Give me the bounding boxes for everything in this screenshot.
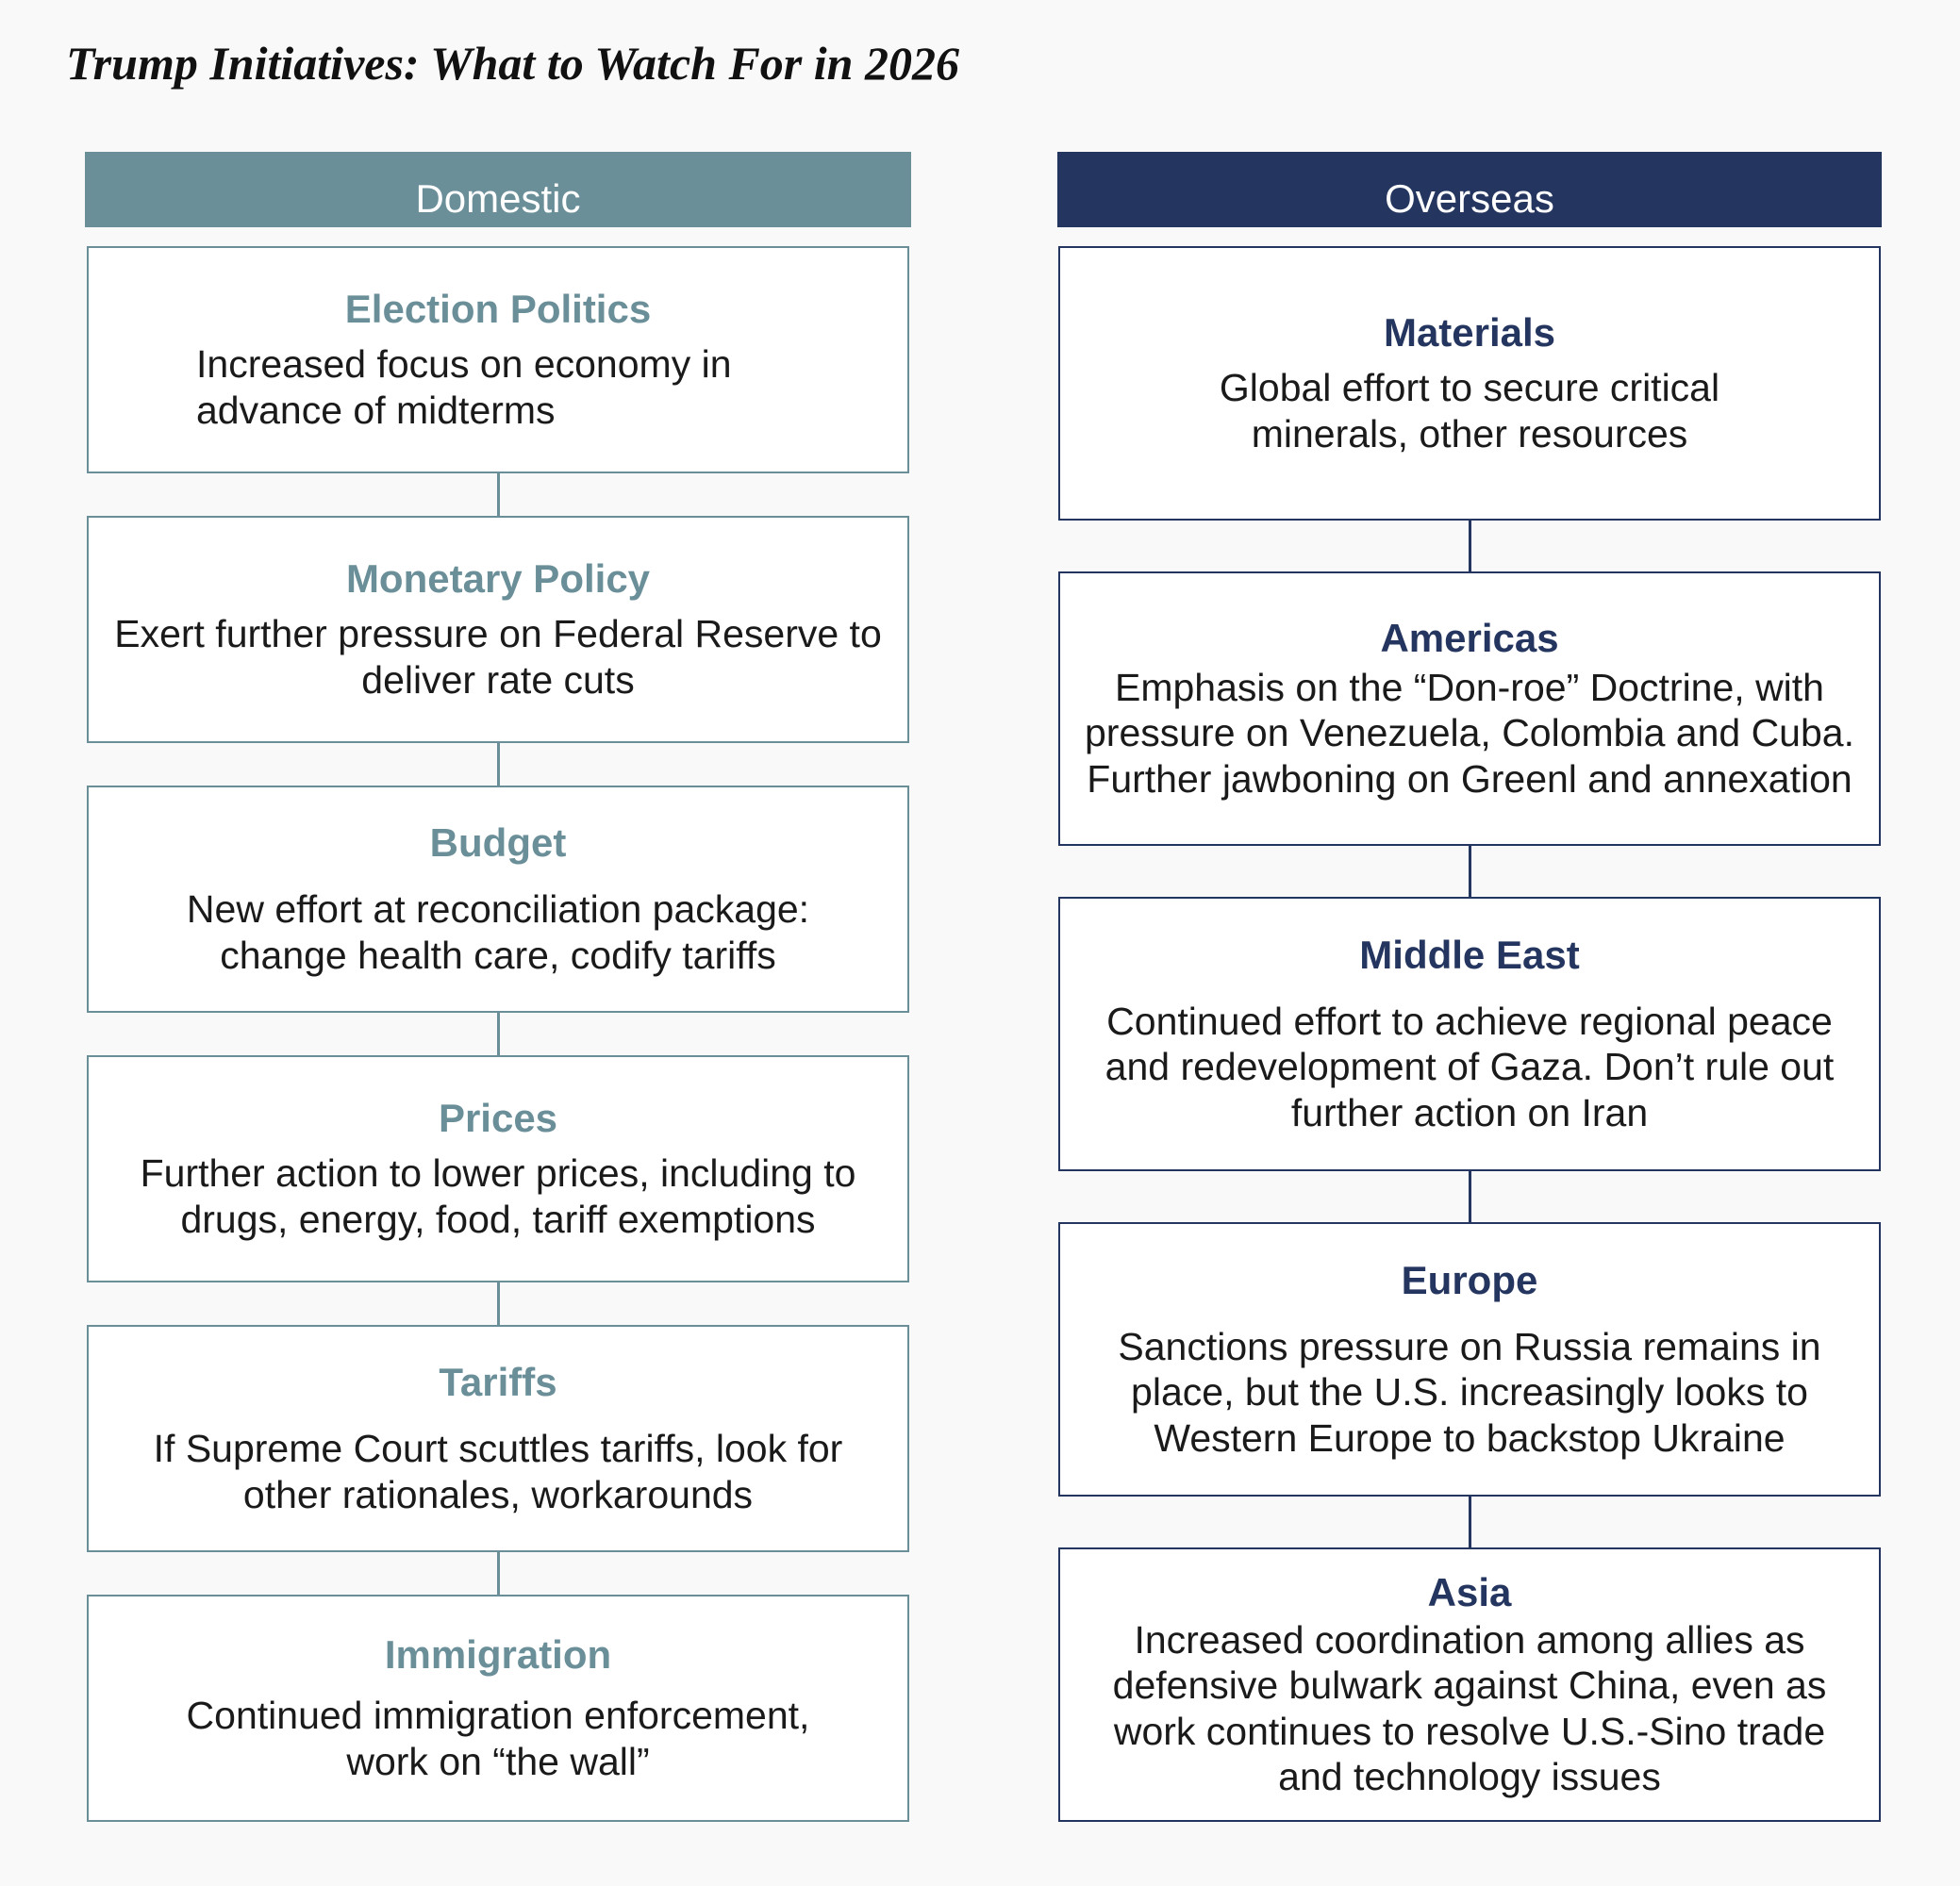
box-description: Increased focus on economy in advance of midterms — [196, 342, 732, 432]
connector-line — [1469, 521, 1471, 571]
connector-line — [497, 473, 500, 516]
box-description: Global effort to secure critical minerals, other resources — [1219, 366, 1720, 455]
box-title: Budget — [429, 819, 567, 865]
box-description: Emphasis on the “Don-roe” Doctrine, with pressure on Venezuela, Colombia and Cuba. Further jawboning on Greenl and annexation — [1085, 666, 1854, 801]
overseas-box-americas — [1058, 571, 1881, 846]
overseas-box-materials — [1058, 246, 1881, 521]
connector-line — [1469, 1171, 1471, 1222]
domestic-box-prices — [87, 1055, 909, 1282]
box-description: New effort at reconciliation package: change health care, codify tariffs — [186, 887, 810, 977]
domestic-header: Domestic — [85, 152, 911, 227]
box-description: Continued effort to achieve regional peace and redevelopment of Gaza. Don’t rule out further action on Iran — [1105, 1000, 1835, 1134]
domestic-box-budget — [87, 786, 909, 1013]
domestic-box-monetary-policy — [87, 516, 909, 743]
connector-line — [1469, 1497, 1471, 1547]
box-title: Asia — [1427, 1569, 1512, 1614]
connector-line — [497, 1013, 500, 1055]
box-title: Monetary Policy — [345, 555, 651, 601]
overseas-header: Overseas — [1057, 152, 1882, 227]
connector-line — [497, 1282, 500, 1325]
box-description: Sanctions pressure on Russia remains in place, but the U.S. increasingly looks to Western Europe to backstop Ukraine — [1118, 1325, 1821, 1460]
overseas-box-asia — [1058, 1547, 1881, 1822]
box-title: Election Politics — [344, 286, 652, 331]
box-title: Prices — [438, 1095, 558, 1140]
overseas-box-europe — [1058, 1222, 1881, 1497]
connector-line — [497, 1552, 500, 1595]
overseas-box-middle-east — [1058, 897, 1881, 1171]
box-description: Further action to lower prices, including to drugs, energy, food, tariff exemptions — [140, 1151, 856, 1241]
box-title: Americas — [1380, 615, 1559, 660]
box-description: If Supreme Court scuttles tariffs, look for other rationales, workarounds — [153, 1427, 843, 1516]
box-description: Increased coordination among allies as defensive bulwark against China, even as work continues to resolve U.S.-Sino trade and technology issues — [1112, 1617, 1827, 1799]
box-title: Immigration — [384, 1631, 612, 1677]
page-title: Trump Initiatives: What to Watch For in 2026 — [66, 37, 959, 90]
connector-line — [497, 743, 500, 786]
box-title: Middle East — [1359, 932, 1580, 977]
box-title: Tariffs — [439, 1359, 557, 1404]
box-description: Exert further pressure on Federal Reserve to deliver rate cuts — [114, 612, 882, 702]
box-description: Continued immigration enforcement, work on “the wall” — [186, 1694, 810, 1783]
domestic-box-immigration — [87, 1595, 909, 1822]
domestic-box-tariffs — [87, 1325, 909, 1552]
box-title: Europe — [1401, 1257, 1538, 1302]
connector-line — [1469, 846, 1471, 897]
domestic-box-election-politics — [87, 246, 909, 473]
box-title: Materials — [1383, 309, 1556, 355]
